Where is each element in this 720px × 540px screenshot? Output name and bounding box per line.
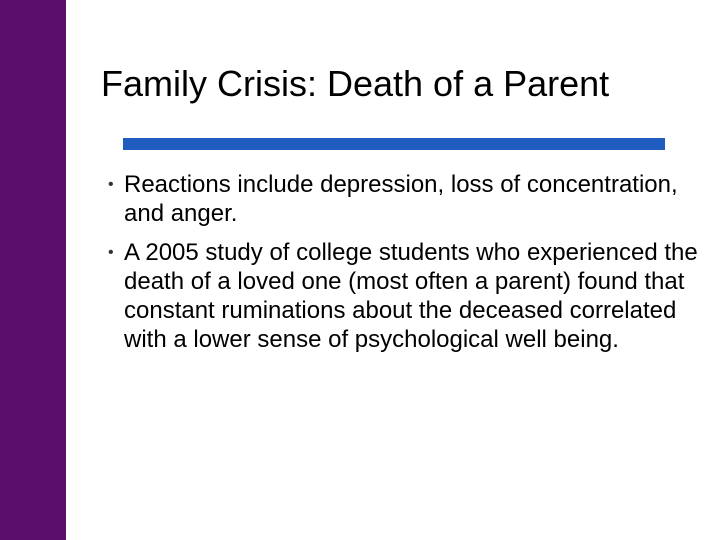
- left-accent-bar: [0, 0, 66, 540]
- bullet-list: [103, 170, 715, 364]
- title-underline-rule: [123, 138, 665, 150]
- bullet-dot-icon: •: [108, 176, 114, 193]
- slide-title: Family Crisis: Death of a Parent: [101, 63, 610, 104]
- bullet-item: [103, 238, 715, 354]
- bullet-dot-icon: •: [108, 244, 114, 261]
- bullet-item: [103, 170, 715, 228]
- bullet-text: A 2005 study of college students who experienced the death of a loved one (most often a parent) found that constant ruminations about the deceased correlated with a lower sense of psychological well being.: [124, 239, 698, 353]
- bullet-text: Reactions include depression, loss of concentration, and anger.: [124, 171, 678, 227]
